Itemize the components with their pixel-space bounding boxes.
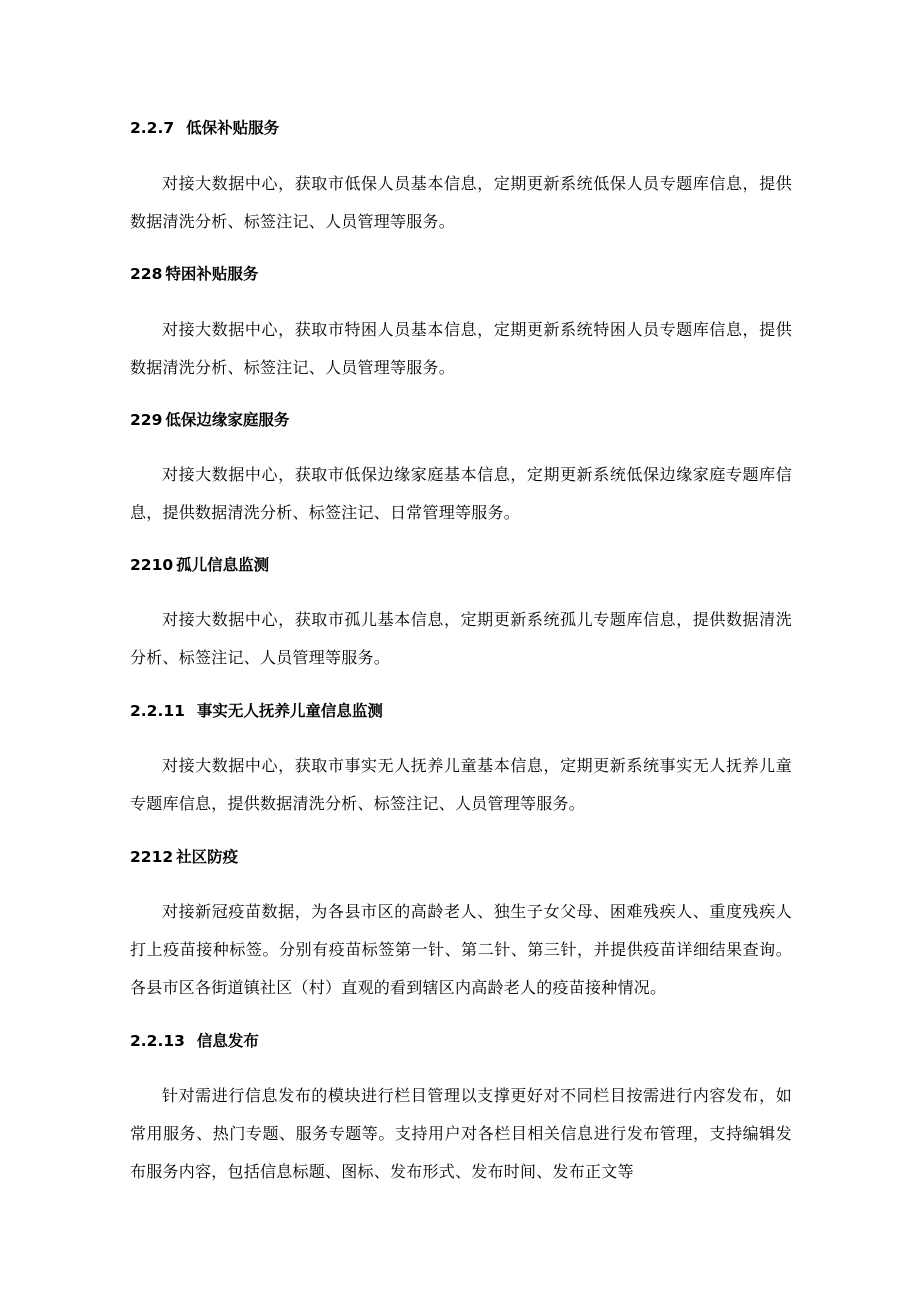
section-heading-228	[130, 264, 258, 284]
section-title: 低保边缘家庭服务	[165, 411, 290, 429]
section-heading-2210	[130, 555, 269, 575]
section-title: 社区防疫	[176, 848, 239, 866]
section-heading-2-2-13	[130, 1031, 259, 1051]
section-title: 事实无人抚养儿童信息监测	[196, 702, 383, 720]
section-heading-2-2-7	[130, 118, 279, 138]
section-number: 2.2.13	[130, 1032, 185, 1050]
section-title: 低保补贴服务	[186, 119, 280, 137]
section-number: 2212	[130, 848, 174, 866]
section-title: 孤儿信息监测	[176, 556, 270, 574]
section-body-2210: 对接大数据中心，获取市孤儿基本信息，定期更新系统孤儿专题库信息，提供数据清洗分析、标签注记、人员管理等服务。	[130, 610, 792, 667]
section-number: 229	[130, 411, 163, 429]
section-heading-2212	[130, 847, 238, 867]
section-number: 2.2.11	[130, 702, 185, 720]
section-body-2212: 对接新冠疫苗数据，为各县市区的高龄老人、独生子女父母、困难残疾人、重度残疾人打上疫苗接种标签。分别有疫苗标签第一针、第二针、第三针，并提供疫苗详细结果查询。各县市区各街道镇社区（村）直观的看到辖区内高龄老人的疫苗接种情况。	[130, 902, 792, 997]
section-body-2-2-11: 对接大数据中心，获取市事实无人抚养儿童基本信息，定期更新系统事实无人抚养儿童专题库信息，提供数据清洗分析、标签注记、人员管理等服务。	[130, 756, 792, 813]
section-body-2-2-7: 对接大数据中心，获取市低保人员基本信息，定期更新系统低保人员专题库信息，提供数据清洗分析、标签注记、人员管理等服务。	[130, 174, 792, 231]
section-title: 信息发布	[196, 1032, 259, 1050]
section-body-2-2-13: 针对需进行信息发布的模块进行栏目管理以支撑更好对不同栏目按需进行内容发布，如常用服务、热门专题、服务专题等。支持用户对各栏目相关信息进行发布管理，支持编辑发布服务内容，包括信息标题、图标、发布形式、发布时间、发布正文等	[130, 1086, 792, 1181]
section-title: 特困补贴服务	[165, 265, 259, 283]
section-number: 2.2.7	[130, 119, 175, 137]
section-number: 228	[130, 265, 163, 283]
section-body-229: 对接大数据中心，获取市低保边缘家庭基本信息，定期更新系统低保边缘家庭专题库信息，提供数据清洗分析、标签注记、日常管理等服务。	[130, 465, 792, 522]
section-body-228: 对接大数据中心，获取市特困人员基本信息，定期更新系统特困人员专题库信息，提供数据清洗分析、标签注记、人员管理等服务。	[130, 320, 792, 377]
section-number: 2210	[130, 556, 174, 574]
section-heading-2-2-11	[130, 701, 383, 721]
section-heading-229	[130, 410, 289, 430]
